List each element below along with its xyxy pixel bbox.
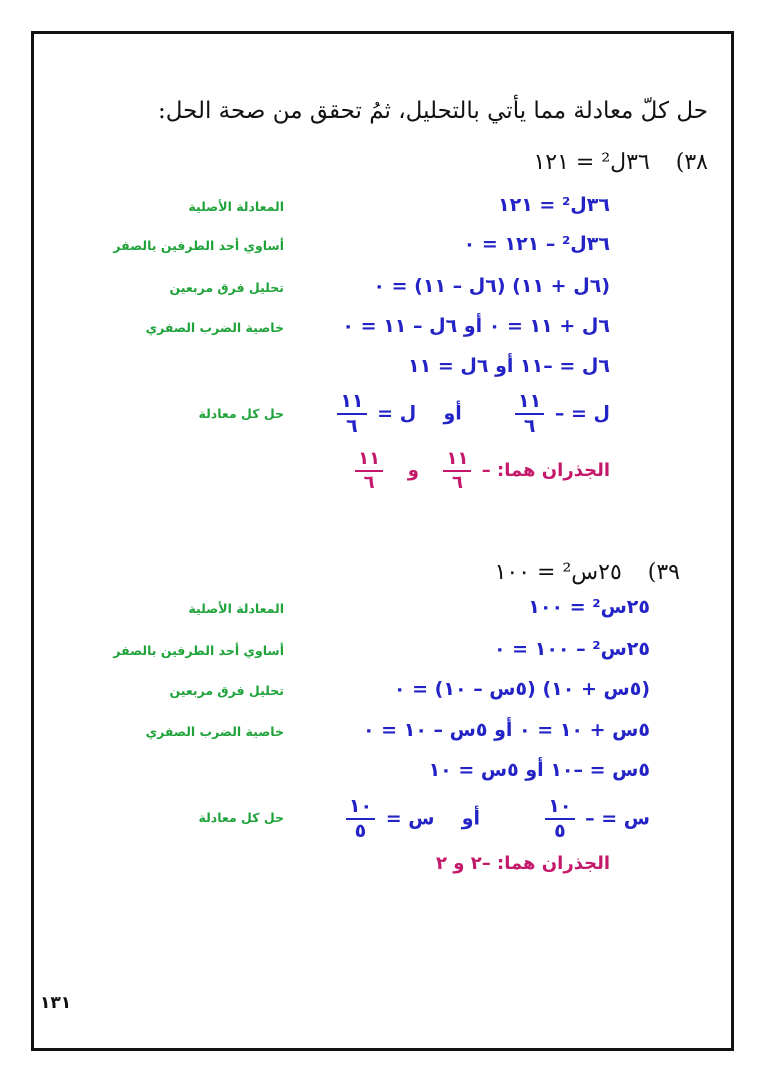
p38-step-4: ٦ل + ١١ = ٠ أو ٦ل – ١١ = ٠	[342, 315, 610, 337]
fraction-numerator: ١١	[515, 392, 544, 415]
fraction-denominator: ٥	[554, 820, 566, 842]
p38-root-1-fraction	[443, 450, 471, 492]
instruction-text: حل كلّ معادلة مما يأتي بالتحليل، ثمُ تحقق من صحة الحل:	[157, 98, 708, 124]
p38-step-1: ٣٦ل² = ١٢١	[498, 194, 610, 216]
p39-solve-or: أو	[461, 807, 481, 830]
p38-solve-left-sign: –	[554, 402, 565, 425]
p38-note-solve: حل كل معادلة	[198, 406, 284, 421]
fraction-numerator: ١٠	[545, 797, 574, 820]
p38-note-2: أساوي أحد الطرفين بالصفر	[113, 238, 284, 253]
fraction-denominator: ٦	[363, 472, 375, 493]
fraction-denominator: ٦	[346, 415, 358, 437]
fraction-denominator: ٥	[354, 820, 367, 842]
p38-roots-sign: –	[481, 460, 491, 481]
fraction-denominator: ٦	[523, 415, 536, 437]
fraction-numerator: ١١	[337, 392, 366, 415]
p39-roots: الجذران هما: –٢ و ٢	[436, 853, 610, 874]
p38-step-3: (٦ل + ١١) (٦ل – ١١) = ٠	[373, 275, 610, 297]
problem-39-header	[495, 560, 680, 585]
problem-39-number: ٣٩)	[647, 560, 680, 585]
p38-note-3: تحليل فرق مربعين	[169, 280, 284, 295]
p39-note-4: خاصية الضرب الصفري	[145, 724, 284, 739]
p38-solve-or: أو	[443, 402, 462, 425]
p39-solve-right-prefix: س =	[385, 807, 435, 830]
page-number: ١٣١	[40, 993, 72, 1013]
p38-note-1: المعادلة الأصلية	[188, 199, 284, 214]
p38-step-2: ٣٦ل² – ١٢١ = ٠	[463, 233, 610, 255]
p39-solve-left-prefix: س = –	[585, 807, 650, 830]
p38-note-4: خاصية الضرب الصفري	[145, 320, 284, 335]
p39-step-2: ٢٥س² – ١٠٠ = ٠	[493, 638, 650, 660]
p39-solve-right-fraction	[346, 797, 375, 841]
problem-38-header	[533, 150, 708, 175]
p39-step-5: ٥س = –١٠ أو ٥س = ١٠	[428, 759, 650, 781]
p39-step-4: ٥س + ١٠ = ٠ أو ٥س – ١٠ = ٠	[362, 719, 650, 741]
problem-38-equation: ٣٦ل² = ١٢١	[533, 150, 650, 175]
problem-39-equation: ٢٥س² = ١٠٠	[494, 560, 622, 585]
p38-solve	[333, 392, 610, 436]
p38-root-2-fraction	[355, 450, 383, 492]
problem-38-number: ٣٨)	[675, 150, 708, 175]
p38-solve-left-fraction	[515, 392, 544, 436]
p39-note-2: أساوي أحد الطرفين بالصفر	[113, 643, 284, 658]
p39-note-3: تحليل فرق مربعين	[169, 683, 284, 698]
fraction-numerator: ١١	[355, 450, 383, 472]
fraction-numerator: ١٠	[346, 797, 375, 820]
p38-solve-left-prefix: ل =	[570, 402, 610, 425]
p38-step-5: ٦ل = –١١ أو ٦ل = ١١	[408, 355, 610, 377]
page-frame	[31, 31, 734, 1051]
p38-solve-right-fraction	[337, 392, 366, 436]
p39-note-1: المعادلة الأصلية	[188, 601, 284, 616]
fraction-denominator: ٦	[451, 472, 463, 493]
p38-roots-and: و	[407, 460, 419, 481]
p39-solve-left-fraction	[545, 797, 574, 841]
p38-roots	[351, 450, 610, 492]
p38-roots-label: الجذران هما:	[497, 460, 610, 481]
p39-note-solve: حل كل معادلة	[198, 810, 284, 825]
p39-step-3: (٥س + ١٠) (٥س – ١٠) = ٠	[393, 678, 650, 700]
p39-solve	[342, 797, 650, 841]
fraction-numerator: ١١	[443, 450, 471, 472]
p39-step-1: ٢٥س² = ١٠٠	[528, 596, 650, 618]
p38-solve-right-prefix: ل =	[377, 402, 417, 425]
